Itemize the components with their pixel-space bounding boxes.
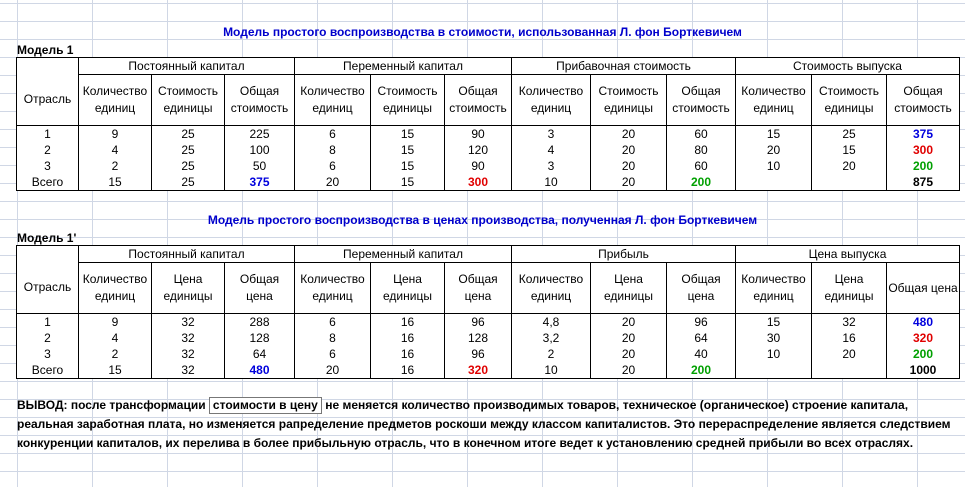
data-cell: 3,2 (512, 330, 591, 346)
subheader: Цена единицы (591, 263, 667, 314)
data-cell (736, 362, 812, 379)
subheader: Цена единицы (371, 263, 445, 314)
data-cell: 10 (512, 362, 591, 379)
data-cell: 15 (371, 158, 445, 174)
data-cell: 100 (225, 142, 295, 158)
data-cell: 480 (225, 362, 295, 379)
group-header: Постоянный капитал (79, 58, 295, 75)
row-label-cell: Всего (17, 362, 79, 379)
data-cell: 6 (295, 126, 371, 143)
model2-rows (17, 314, 960, 379)
table-row (17, 158, 960, 174)
data-cell: 25 (152, 174, 225, 191)
data-cell (736, 174, 812, 191)
data-cell: 32 (812, 314, 887, 331)
data-cell: 16 (371, 362, 445, 379)
data-cell: 15 (371, 174, 445, 191)
data-cell: 20 (591, 142, 667, 158)
data-cell: 10 (736, 346, 812, 362)
data-cell: 10 (512, 174, 591, 191)
group-header: Постоянный капитал (79, 246, 295, 263)
table-row (17, 142, 960, 158)
conclusion-prefix: ВЫВОД: после трансформации (17, 398, 206, 412)
data-cell: 20 (812, 346, 887, 362)
subheader: Количество единиц (79, 263, 152, 314)
row-label-cell: 2 (17, 142, 79, 158)
data-cell: 375 (887, 126, 960, 143)
subheader: Общая цена (667, 263, 736, 314)
subheader: Общая цена (887, 263, 960, 314)
data-cell: 6 (295, 314, 371, 331)
data-cell: 20 (591, 330, 667, 346)
data-cell: 32 (152, 346, 225, 362)
subheader: Количество единиц (736, 75, 812, 126)
data-cell: 200 (887, 346, 960, 362)
data-cell: 20 (591, 362, 667, 379)
data-cell: 15 (79, 362, 152, 379)
data-cell: 20 (812, 158, 887, 174)
data-cell: 96 (445, 346, 512, 362)
group-header: Цена выпуска (736, 246, 960, 263)
subheader: Количество единиц (295, 75, 371, 126)
data-cell: 20 (295, 362, 371, 379)
subheader: Стоимость единицы (591, 75, 667, 126)
data-cell: 200 (667, 362, 736, 379)
data-cell: 9 (79, 126, 152, 143)
data-cell: 2 (512, 346, 591, 362)
subheader: Количество единиц (512, 75, 591, 126)
table-row (17, 174, 960, 191)
model1-rows (17, 126, 960, 191)
data-cell: 128 (225, 330, 295, 346)
otrasl-header: Отрасль (17, 263, 79, 314)
conclusion-body: не меняется количество производимых товаров, техническое (органическое) строение капитала, реальная заработная плата, но изменяется рапределение предметов роскоши между классом капиталистов. Это перераспределение является следствием конкуренции капиталов, их перелива в более прибыльную отрасль, что в конечном итоге ведет к установлению средней прибыли во всех отраслях. (17, 398, 951, 450)
model1-table (16, 57, 960, 191)
data-cell: 16 (812, 330, 887, 346)
data-cell: 16 (371, 314, 445, 331)
data-cell: 16 (371, 330, 445, 346)
data-cell: 320 (887, 330, 960, 346)
subheader: Стоимость единицы (371, 75, 445, 126)
data-cell: 60 (667, 126, 736, 143)
data-cell: 15 (371, 142, 445, 158)
data-cell: 90 (445, 126, 512, 143)
data-cell: 9 (79, 314, 152, 331)
data-cell: 3 (512, 158, 591, 174)
data-cell: 6 (295, 346, 371, 362)
row-label-cell: 1 (17, 126, 79, 143)
data-cell: 25 (152, 142, 225, 158)
subheader: Стоимость единицы (152, 75, 225, 126)
highlighted-cell[interactable]: стоимости в цену (209, 397, 322, 414)
data-cell: 50 (225, 158, 295, 174)
data-cell: 4 (512, 142, 591, 158)
data-cell: 96 (445, 314, 512, 331)
data-cell: 64 (667, 330, 736, 346)
data-cell: 2 (79, 346, 152, 362)
subheader: Цена единицы (812, 263, 887, 314)
subheader: Общая стоимость (225, 75, 295, 126)
table-row (17, 346, 960, 362)
data-cell: 15 (79, 174, 152, 191)
data-cell: 16 (371, 346, 445, 362)
data-cell: 64 (225, 346, 295, 362)
data-cell: 90 (445, 158, 512, 174)
data-cell: 32 (152, 314, 225, 331)
model1-title: Модель простого воспроизводства в стоимости, использованная Л. фон Борткевичем (223, 25, 742, 39)
data-cell: 20 (736, 142, 812, 158)
subheader: Стоимость единицы (812, 75, 887, 126)
data-cell: 15 (371, 126, 445, 143)
data-cell: 200 (667, 174, 736, 191)
corner-cell (17, 246, 79, 263)
corner-cell (17, 58, 79, 75)
data-cell: 20 (591, 314, 667, 331)
data-cell: 25 (152, 126, 225, 143)
group-header: Прибыль (512, 246, 736, 263)
data-cell: 200 (887, 158, 960, 174)
data-cell: 30 (736, 330, 812, 346)
data-cell: 40 (667, 346, 736, 362)
subheader: Количество единиц (736, 263, 812, 314)
model2-table (16, 245, 960, 379)
data-cell: 288 (225, 314, 295, 331)
subheader: Общая цена (445, 263, 512, 314)
table-row (17, 314, 960, 331)
data-cell: 8 (295, 142, 371, 158)
data-cell: 225 (225, 126, 295, 143)
data-cell: 128 (445, 330, 512, 346)
group-header: Прибавочная стоимость (512, 58, 736, 75)
row-label-cell: 2 (17, 330, 79, 346)
data-cell: 20 (591, 346, 667, 362)
data-cell: 32 (152, 362, 225, 379)
data-cell: 15 (812, 142, 887, 158)
data-cell: 6 (295, 158, 371, 174)
data-cell: 320 (445, 362, 512, 379)
model2-title: Модель простого воспроизводства в ценах производства, полученная Л. фон Борткевичем (207, 213, 758, 227)
data-cell: 120 (445, 142, 512, 158)
subheader: Общая стоимость (445, 75, 512, 126)
data-cell: 3 (512, 126, 591, 143)
subheader: Цена единицы (152, 263, 225, 314)
subheader: Количество единиц (512, 263, 591, 314)
data-cell: 20 (591, 158, 667, 174)
subheader: Общая цена (225, 263, 295, 314)
subheader: Количество единиц (79, 75, 152, 126)
group-header: Переменный капитал (295, 58, 512, 75)
data-cell: 15 (736, 314, 812, 331)
data-cell: 25 (152, 158, 225, 174)
data-cell: 20 (295, 174, 371, 191)
data-cell: 10 (736, 158, 812, 174)
data-cell: 15 (736, 126, 812, 143)
row-label-cell: 3 (17, 346, 79, 362)
data-cell: 4,8 (512, 314, 591, 331)
data-cell: 2 (79, 158, 152, 174)
data-cell: 300 (887, 142, 960, 158)
data-cell (812, 362, 887, 379)
table-row (17, 126, 960, 143)
data-cell: 875 (887, 174, 960, 191)
row-label-cell: 1 (17, 314, 79, 331)
conclusion-text (17, 396, 952, 453)
row-label-cell: 3 (17, 158, 79, 174)
row-label-cell: Всего (17, 174, 79, 191)
subheader: Количество единиц (295, 263, 371, 314)
table-row (17, 362, 960, 379)
data-cell: 20 (591, 126, 667, 143)
data-cell: 8 (295, 330, 371, 346)
data-cell (812, 174, 887, 191)
data-cell: 4 (79, 142, 152, 158)
data-cell: 4 (79, 330, 152, 346)
data-cell: 375 (225, 174, 295, 191)
otrasl-header: Отрасль (17, 75, 79, 126)
subheader: Общая стоимость (667, 75, 736, 126)
model2-label: Модель 1' (17, 231, 77, 245)
data-cell: 32 (152, 330, 225, 346)
data-cell: 480 (887, 314, 960, 331)
subheader: Общая стоимость (887, 75, 960, 126)
data-cell: 20 (591, 174, 667, 191)
data-cell: 25 (812, 126, 887, 143)
data-cell: 60 (667, 158, 736, 174)
data-cell: 1000 (887, 362, 960, 379)
group-header: Переменный капитал (295, 246, 512, 263)
data-cell: 80 (667, 142, 736, 158)
table-row (17, 330, 960, 346)
data-cell: 300 (445, 174, 512, 191)
data-cell: 96 (667, 314, 736, 331)
group-header: Стоимость выпуска (736, 58, 960, 75)
model1-label: Модель 1 (17, 43, 74, 57)
